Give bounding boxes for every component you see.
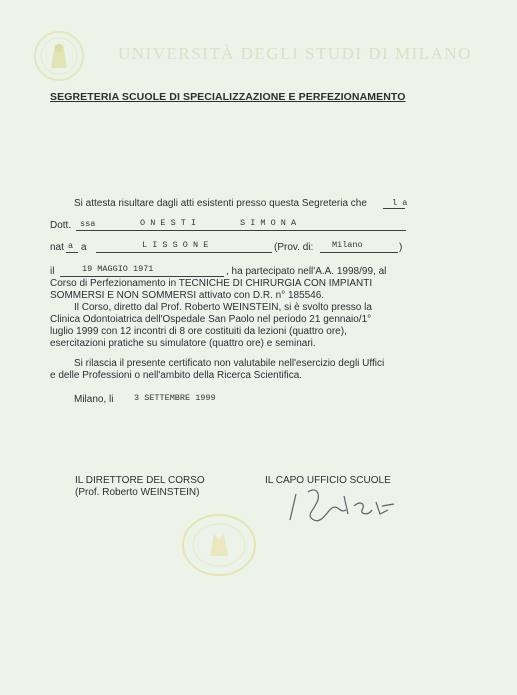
prov-close: ) bbox=[399, 242, 403, 253]
para2-line2: Clinica Odontoiatrica dell'Ospedale San Paolo nel periodo 21 gennaio/1° bbox=[50, 314, 372, 325]
born-a: a bbox=[81, 242, 87, 253]
director-title: IL DIRETTORE DEL CORSO bbox=[75, 475, 205, 486]
province-value: Milano bbox=[332, 240, 363, 250]
born-label: nat bbox=[50, 242, 64, 253]
para2-line4: esercitazioni pratiche su simulatore (quattro ore) e seminari. bbox=[50, 338, 316, 349]
birth-date-value: 19 MAGGIO 1971 bbox=[82, 264, 154, 274]
born-suffix: a bbox=[68, 241, 74, 251]
para3-line1: Si rilascia il presente certificato non valutabile nell'esercizio degli Uffici bbox=[74, 358, 385, 369]
para1-line3: SOMMERSI E NON SOMMERSI attivato con D.R. n° 185546. bbox=[50, 290, 325, 301]
first-name-value: S I M O N A bbox=[240, 218, 297, 228]
university-seal-icon bbox=[33, 30, 85, 82]
office-heading: SEGRETERIA SCUOLE DI SPECIALIZZAZIONE E PERFEZIONAMENTO bbox=[50, 91, 406, 103]
handwritten-signature bbox=[282, 480, 402, 530]
dott-label: Dott. bbox=[50, 220, 72, 231]
birthplace-value: L I S S O N E bbox=[142, 240, 209, 250]
intro-fill: l a bbox=[392, 198, 408, 208]
para1-line2: Corso di Perfezionamento in TECNICHE DI CHIRURGIA CON IMPIANTI bbox=[50, 278, 373, 289]
place-label: Milano, li bbox=[74, 394, 114, 405]
para3-line2: e delle Professioni o nell'ambito della Ricerca Scientifica. bbox=[50, 370, 303, 381]
dott-suffix: ssa bbox=[80, 219, 96, 229]
para2-line1: Il Corso, diretto dal Prof. Roberto WEINSTEIN, si è svolto presso la bbox=[74, 302, 372, 313]
director-name: (Prof. Roberto WEINSTEIN) bbox=[75, 487, 200, 498]
on-label: il bbox=[50, 266, 55, 277]
para2-line3: luglio 1999 con 12 incontri di 8 ore costituiti da lezioni (quattro ore), bbox=[50, 326, 347, 337]
intro-text: Si attesta risultare dagli atti esistenti presso questa Segreteria che bbox=[74, 198, 367, 209]
office-head-title: IL CAPO UFFICIO SCUOLE bbox=[265, 475, 391, 486]
surname-value: O N E S T I bbox=[140, 218, 197, 228]
university-name: UNIVERSITÀ DEGLI STUDI DI MILANO bbox=[118, 44, 472, 63]
issue-date-value: 3 SETTEMBRE 1999 bbox=[134, 393, 216, 403]
prov-label: (Prov. di: bbox=[274, 242, 314, 253]
official-stamp-icon bbox=[180, 512, 258, 578]
para1-rest: , ha partecipato nell'A.A. 1998/99, al bbox=[226, 266, 387, 277]
